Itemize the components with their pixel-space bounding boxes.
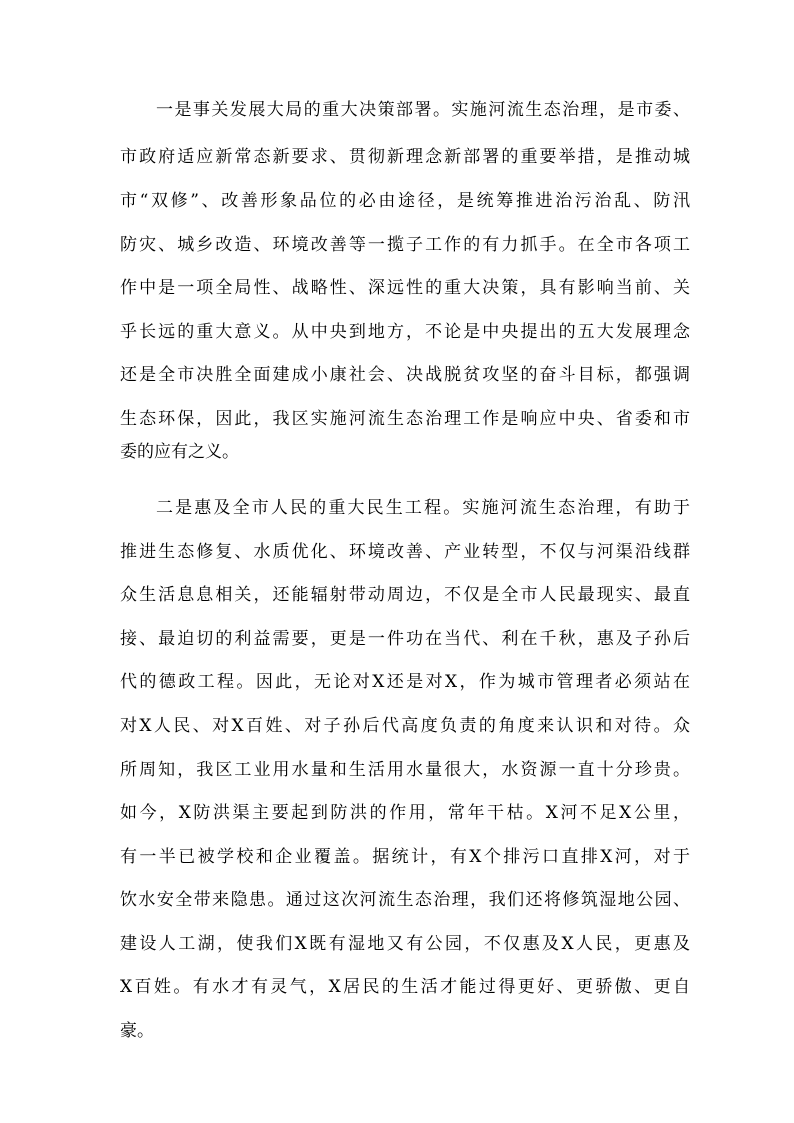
text-line: 生态环保，因此，我区实施河流生态治理工作是响应中央、省委和市 (120, 409, 690, 429)
text-line: 接、最迫切的利益需要，更是一件功在当代、利在千秋，惠及子孙后 (120, 629, 690, 649)
text-line: 市政府适应新常态新要求、贯彻新理念新部署的重要举措，是推动城 (120, 147, 690, 167)
text-line: 众生活息息相关，还能辐射带动周边，不仅是全市人民最现实、最直 (120, 585, 690, 605)
text-line: 还是全市决胜全面建成小康社会、决战脱贫攻坚的奋斗目标，都强调 (120, 365, 690, 385)
text-line: 防灾、城乡改造、环境改善等一揽子工作的有力抓手。在全市各项工 (120, 235, 690, 255)
text-line: 所周知，我区工业用水量和生活用水量很大，水资源一直十分珍贵。 (120, 760, 690, 780)
text-line: 有一半已被学校和企业覆盖。据统计，有X个排污口直排X河，对于 (120, 847, 690, 867)
text-line: 市“双修”、改善形象品位的必由途径，是统筹推进治污治乱、防汛 (120, 191, 690, 211)
text-line: X百姓。有水才有灵气，X居民的生活才能过得更好、更骄傲、更自 (120, 977, 690, 997)
text-line: 豪。 (120, 1021, 154, 1041)
text-line: 代的德政工程。因此，无论对X还是对X，作为城市管理者必须站在 (120, 672, 690, 692)
text-line: 一是事关发展大局的重大决策部署。实施河流生态治理，是市委、 (156, 100, 690, 120)
text-line: 乎长远的重大意义。从中央到地方，不论是中央提出的五大发展理念 (120, 322, 690, 342)
text-line: 委的应有之义。 (120, 442, 239, 462)
text-line: 如今，X防洪渠主要起到防洪的作用，常年干枯。X河不足X公里， (120, 803, 690, 823)
text-line: 饮水安全带来隐患。通过这次河流生态治理，我们还将修筑湿地公园、 (120, 890, 690, 910)
text-line: 作中是一项全局性、战略性、深远性的重大决策，具有影响当前、关 (120, 278, 690, 298)
text-line: 二是惠及全市人民的重大民生工程。实施河流生态治理，有助于 (156, 498, 690, 518)
text-line: 对X人民、对X百姓、对子孙后代高度负责的角度来认识和对待。众 (120, 716, 690, 736)
text-line: 建设人工湖，使我们X既有湿地又有公园，不仅惠及X人民，更惠及 (120, 934, 690, 954)
text-line: 推进生态修复、水质优化、环境改善、产业转型，不仅与河渠沿线群 (120, 542, 690, 562)
